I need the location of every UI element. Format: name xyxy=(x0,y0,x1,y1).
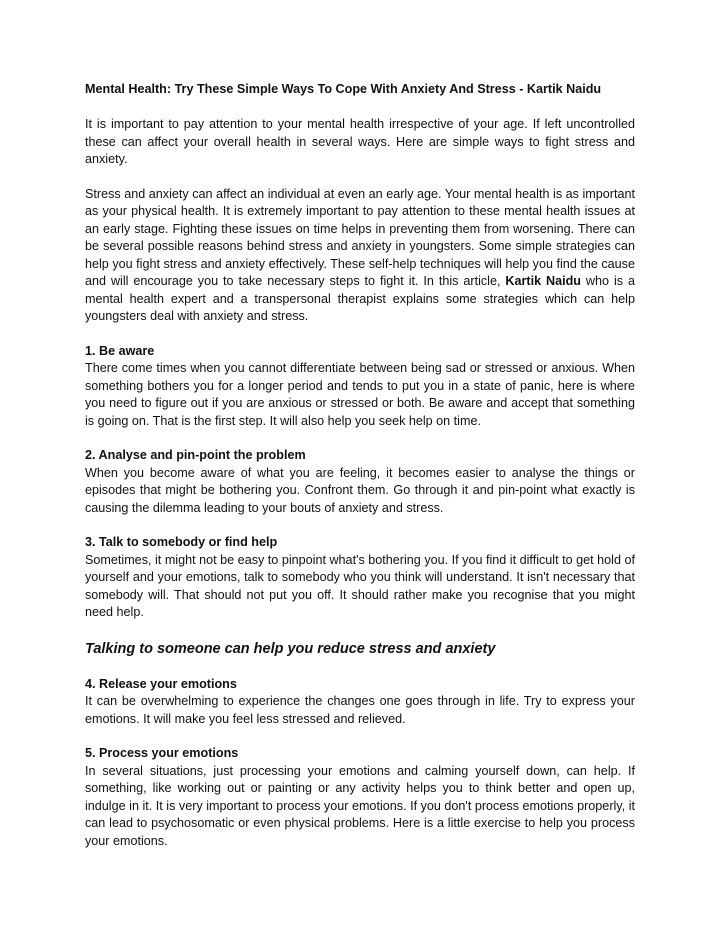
document-title: Mental Health: Try These Simple Ways To Cope With Anxiety And Stress - Kartik Naidu xyxy=(85,82,602,96)
section-heading: 2. Analyse and pin-point the problem xyxy=(85,448,306,462)
section-release-emotions xyxy=(85,676,635,729)
section-process-emotions xyxy=(85,745,635,850)
body-text-after-name: who is a mental health expert and a transpersonal therapist explains some strategies which can help youngsters deal with anxiety and stress. xyxy=(85,274,635,323)
intro-paragraph: It is important to pay attention to your mental health irrespective of your age. If left uncontrolled these can affect your overall health in several ways. Here are simple ways to fight stress and anxiety. xyxy=(85,117,635,166)
section-text: There come times when you cannot differentiate between being sad or stressed or anxious. When something bothers you for a longer period and tends to put you in a state of panic, here is where you need to figure out if you are anxious or stressed or both. Be aware and accept that something is going on. That is the first step. It will also help you seek help on time. xyxy=(85,361,635,428)
body-paragraph xyxy=(85,186,635,326)
document-page xyxy=(85,80,635,867)
section-heading: 4. Release your emotions xyxy=(85,676,237,691)
section-analyse-problem xyxy=(85,447,635,517)
section-heading: 1. Be aware xyxy=(85,343,155,358)
section-heading: 5. Process your emotions xyxy=(85,746,239,760)
author-name: Kartik Naidu xyxy=(505,274,581,288)
italic-subheading: Talking to someone can help you reduce stress and anxiety xyxy=(85,640,496,657)
section-text: In several situations, just processing your emotions and calming yourself down, can help. If something, like working out or painting or any activity helps you to think better and open up, indulge in it. It is very important to process your emotions. If you don't process emotions properly, it can lead to psychosomatic or even physical problems. Here is a little exercise to help you process your emotions. xyxy=(85,763,635,848)
section-talk-to-somebody xyxy=(85,534,635,622)
section-text: It can be overwhelming to experience the changes one goes through in life. Try to express your emotions. It will make you feel less stressed and relieved. xyxy=(85,694,635,726)
section-be-aware xyxy=(85,343,635,431)
body-text-before-name: Stress and anxiety can affect an individual at even an early age. Your mental health is as important as your physical health. It is extremely important to pay attention to these mental health issues at an early stage. Fighting these issues on time helps in preventing them from worsening. There can be several possible reasons behind stress and anxiety in youngsters. Some simple strategies can help you fight stress and anxiety effectively. These self-help techniques will help you find the cause and will encourage you to take necessary steps to fight it. In this article, xyxy=(85,186,635,288)
section-text: Sometimes, it might not be easy to pinpoint what's bothering you. If you find it difficult to get hold of yourself and your emotions, talk to somebody who you think will understand. It isn't necessary that somebody will. That should not put you off. It should rather make you recognise that you might need help. xyxy=(85,552,635,619)
section-text: When you become aware of what you are feeling, it becomes easier to analyse the things or episodes that might be bothering you. Confront them. Go through it and pin-point what exactly is causing the dilemma leading to your bouts of anxiety and stress. xyxy=(85,465,635,515)
section-heading: 3. Talk to somebody or find help xyxy=(85,535,278,549)
